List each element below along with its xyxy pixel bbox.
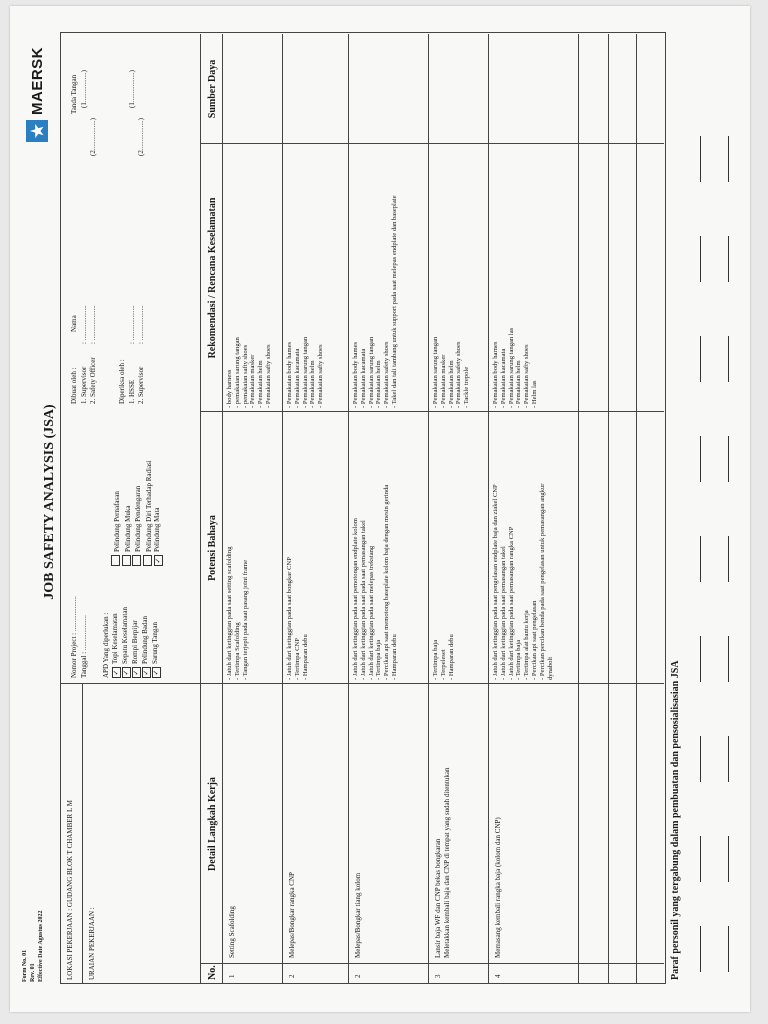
name-field[interactable]: : .................... (89, 305, 97, 344)
creator-1: 1. Supervisor (80, 366, 88, 404)
signature-line[interactable] (700, 736, 701, 782)
signature-field[interactable]: (2.................) (137, 118, 145, 156)
name-field[interactable]: : .................... (80, 305, 88, 344)
step-detail: Lansir baja WF dan CNP bekas bongkaran (434, 838, 442, 958)
checkbox[interactable] (122, 555, 131, 566)
signature-line[interactable] (700, 436, 701, 482)
signature-field[interactable]: (2.................) (89, 118, 97, 156)
recommendation-list: - body harness - pemakaian sarung tangan - pemakaian safty shoes - Pemakaian masker - Pemakaian helm - Pemakaian safty shoes (226, 337, 272, 408)
apd-item: ✓Pelindung Mata (153, 460, 163, 566)
hazard-list: - Jatuh dari ketinggian pada saat pengelasan endplate baja dan ziakel CNP - Jatuh dari ketinggian pada saat pemasangan takel - Jatuh dari ketinggian pada saat pemasangan rangka CNP - Tertimpa baja - Tertimpa alat bantu kerja - Percikan api saat pengelasan - Percikan percikan benda pada saat pengelasan untuk pemasangan angkur dynabolt (492, 483, 554, 680)
apd-item: Pelindung Pendengaran (132, 460, 143, 566)
revision: Rev. 01 (30, 963, 36, 982)
signature-line[interactable] (700, 236, 701, 282)
recommendation-list: - Pemakaian body hames - Pemakaian kacamata - Pemakaian sarung tangan - Pemakaian helm - Pemakaian safety shoes - Takel dan tali tambang untuk support pada saat melepas endplate dan baseplate (352, 195, 398, 408)
checkbox[interactable]: ✓ (112, 667, 121, 678)
signature-line[interactable] (728, 636, 729, 682)
creator-2: 2. Safety Officer (89, 357, 97, 404)
work-description-label: URAIAN PEKERJAAN : (88, 907, 96, 980)
signature-line[interactable] (700, 536, 701, 582)
signature-label: Tanda Tangan (70, 74, 78, 114)
work-location: LOKASI PEKERJAAN : GUDANG BLOK T CHAMBER L M (66, 800, 74, 980)
checked-by-label: Diperiksa oleh : (118, 359, 126, 404)
checkbox[interactable] (111, 555, 120, 566)
apd-item: Pelindung Muka (122, 460, 133, 566)
apd-item: ✓Sepatu Keselamatan (121, 607, 131, 678)
hazard-list: - Jatuh dari ketinggian pada saat bongkar CNP - Tertimpa CNP - Hamparan debu (286, 557, 309, 680)
signature-line[interactable] (700, 336, 701, 382)
apd-list-right (111, 460, 163, 566)
apd-item: ✓Rompi Berpijar (131, 607, 141, 678)
jsa-sheet (10, 6, 750, 1012)
col-header-recommendation: Rekomendasi / Rencana Keselamatan (207, 197, 218, 359)
maersk-logo (26, 47, 48, 142)
effective-date: Effective Date Agustus 2022 (38, 910, 44, 982)
project-number: Nomor Project : .................... (70, 596, 78, 678)
signature-line[interactable] (728, 736, 729, 782)
apd-item: Pelindung Diri Terhadap Radiasi (143, 460, 154, 566)
hazard-list: - Jatuh dari ketinggian pada saat setting scafolding - Tertimpa Scafolding - Tangan terjepit pada saat pasang joint frame (226, 546, 249, 680)
step-detail: Melepas/Bongkar rangka CNP (288, 872, 296, 958)
col-header-no: No. (207, 965, 218, 980)
checkbox[interactable] (132, 555, 141, 566)
checkbox[interactable]: ✓ (142, 667, 151, 678)
hazard-list: - Jatuh dari ketinggian pada saat pemotongan endplate kolom - Jatuh dari ketinggian pada saat pada saat pemasangan takel - Jatuh dari ketinggian pada saat melepas trekstang - Tertimpa baja - Percikan api saat memotong baseplate kolom baja dengan mesin gerinda - Hamparan debu (352, 484, 398, 680)
apd-label: APD Yang diperlukan : (102, 612, 110, 678)
row-number: 2 (288, 974, 296, 978)
row-number: 1 (228, 974, 236, 978)
recommendation-list: - Pemakaian sarung tangan - Pemakaian masker - Pemakaian helm - Pemakaian safety shoes - Tackle trepole (432, 336, 471, 408)
name-field[interactable]: : .................... (128, 305, 136, 344)
signature-line[interactable] (728, 536, 729, 582)
signature-line[interactable] (728, 136, 729, 182)
checker-1: 1. HSSE (128, 379, 136, 404)
checkbox[interactable] (143, 555, 152, 566)
col-header-detail: Detail Langkah Kerja (207, 777, 218, 871)
name-field[interactable]: : .................... (137, 305, 145, 344)
signature-line[interactable] (728, 436, 729, 482)
signature-line[interactable] (700, 926, 701, 972)
step-detail: Memasang kembali rangka baja (kolom dan CNP) (494, 817, 502, 958)
apd-list-left (111, 607, 161, 678)
signature-line[interactable] (728, 836, 729, 882)
signature-line[interactable] (728, 336, 729, 382)
apd-item: ✓Sarung Tangan (151, 607, 161, 678)
name-label: Nama (70, 315, 78, 332)
form-number: Form No. 01 (22, 949, 28, 982)
checkbox[interactable]: ✓ (122, 667, 131, 678)
step-detail: Melepas/Bongkar tiang kolom (354, 872, 362, 958)
maersk-star-icon (26, 120, 48, 142)
signature-line[interactable] (700, 136, 701, 182)
created-by-label: Dibuat oleh : (70, 367, 78, 404)
apd-item: ✓Pelindung Badan (141, 607, 151, 678)
checkbox[interactable]: ✓ (132, 667, 141, 678)
signature-line[interactable] (728, 236, 729, 282)
col-header-hazard: Potensi Bahaya (207, 515, 218, 581)
checkbox[interactable]: ✓ (152, 667, 161, 678)
row-number: 3 (434, 974, 442, 978)
row-number: 2 (354, 974, 362, 978)
apd-item: Pelindung Pernafasan (111, 460, 122, 566)
recommendation-list: - Pemakaian body harnes - Pemakaian kacamata - Pemakaian sarung tangan las - Pemakaian helm - Pemakaian safty shoes - Helm las (492, 327, 538, 408)
document-page (10, 6, 750, 1012)
signature-line[interactable] (728, 926, 729, 972)
signature-field[interactable]: (1.................) (80, 70, 88, 108)
signature-line[interactable] (700, 636, 701, 682)
signature-field[interactable]: (1.................) (128, 70, 136, 108)
recommendation-list: - Pemakaian body hames - Pemakaian kacamata - Pemakaian sarung tangan - Pemakaian helm - Pemakaian safty shoes (286, 336, 325, 408)
brand-name: MAERSK (28, 46, 46, 115)
date-field: Tanggal : .................... (80, 615, 88, 678)
document-title: JOB SAFETY ANALYSIS (JSA) (42, 404, 57, 600)
signoff-heading: Paraf personil yang tergabung dalam pembuatan dan pensosialisasian JSA (670, 660, 681, 980)
checker-2: 2. Supervisor (137, 366, 145, 404)
apd-item: ✓Topi Keselamatan (111, 607, 121, 678)
signature-line[interactable] (700, 836, 701, 882)
checkbox[interactable]: ✓ (154, 555, 163, 566)
col-header-resources: Sumber Daya (207, 59, 218, 119)
step-detail: Meletakkan kembali baja dan CNP di tempat yang sudah ditentukan (443, 767, 451, 958)
hazard-list: - Tertimpa baja - Terpeleset - Hamparan debu (432, 634, 455, 680)
row-number: 4 (494, 974, 502, 978)
step-detail: Setting Scafolding (228, 906, 236, 958)
